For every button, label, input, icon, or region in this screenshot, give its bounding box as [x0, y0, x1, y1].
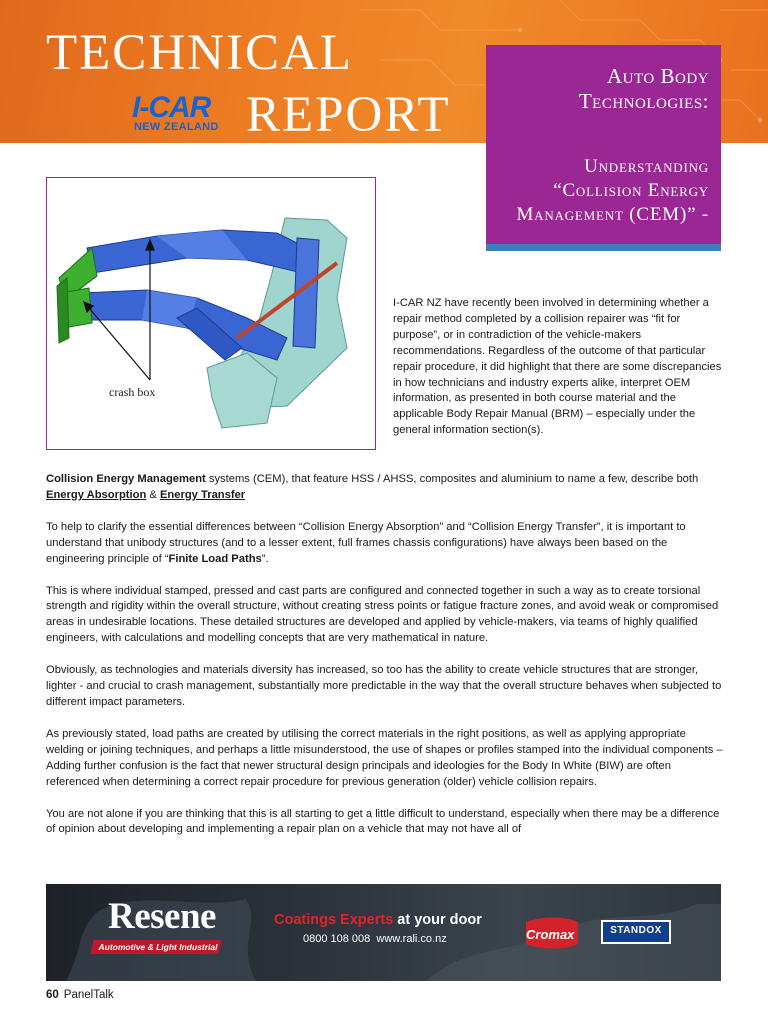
ad-contact: 0800 108 008 www.rali.co.nz [303, 933, 447, 945]
crash-structure-figure [46, 177, 376, 450]
standox-logo: STANDOX [610, 925, 662, 936]
topic-subheading-line3: Management (CEM)” - [516, 204, 709, 225]
paragraph-cem [46, 472, 726, 504]
resene-tagline: Automotive & Light Industrial [98, 942, 218, 952]
load-paths-text: To help to clarify the essential differences between “Collision Energy Absorption” and “Collision Energy Transfer”, it is important to understand that unibody structures (and to a lesser extent, full frames chassis configurations) have always been based on the engineering principle of “ [46, 520, 686, 565]
topic-subheading-line1: Understanding [584, 156, 709, 177]
page-number: 60 [46, 989, 59, 1001]
topic-panel [486, 45, 721, 251]
cem-term: Collision Energy Management [46, 473, 206, 485]
load-paths-end: ”. [261, 552, 269, 565]
topic-subheading [516, 155, 709, 227]
energy-transfer-term: Energy Transfer [159, 488, 246, 501]
title-report: REPORT [246, 87, 451, 143]
icar-logo-mark: I-CAR [132, 91, 211, 124]
cem-text: systems (CEM), that feature HSS / AHSS, composites and aluminium to name a few, describe both [205, 473, 699, 485]
paragraph-structures: This is where individual stamped, pressed and cast parts are configured and connected together in such a way as to create torsional strength and rigidity within the overall structure, without creating stress points or fatigue fracture zones, and avoid weak or compromised areas in undesirable locations. These detailed structures are developed and applied by vehicle-makers, via teams of highly qualified engineers, with calculations and modelling concepts that are very mathematical in nature. [46, 584, 719, 645]
topic-heading-line1: Auto Body [607, 64, 709, 88]
energy-absorption-term: Energy Absorption [46, 488, 147, 501]
cromax-logo: Cromax [526, 927, 575, 942]
panel-stripe [486, 244, 721, 251]
ampersand: & [146, 488, 160, 501]
resene-logo: Resene [108, 896, 216, 937]
publication-name: PanelTalk [63, 989, 114, 1001]
paragraph-load-paths [46, 520, 726, 568]
ad-headline [274, 913, 482, 928]
figure-label: crash box [109, 385, 156, 399]
finite-load-paths-term: Finite Load Paths [168, 552, 262, 565]
paragraph-technologies: Obviously, as technologies and materials diversity has increased, so too has the ability to create vehicle structures that are stronger, lighter - and crucial to crash management, substantially more predictable in the way that the overall structure behaves when subjected to different impact parameters. [46, 664, 722, 708]
paragraph-difficulty: You are not alone if you are thinking that this is all starting to get a little difficult to understand, especially when there may be a difference of opinion about developing and implementing a repair plan on a vehicle that may not have all of [46, 807, 720, 836]
article-body [46, 472, 726, 854]
ad-headline-white: at your door [393, 912, 482, 928]
title-technical: TECHNICAL [46, 25, 353, 81]
ad-headline-red: Coatings Experts [274, 912, 394, 928]
topic-heading [579, 64, 709, 114]
paragraph-materials: As previously stated, load paths are created by utilising the correct materials in the right positions, as well as applying appropriate welding or joining techniques, and perhaps a little misunderstood, the use of shapes or profiles stamped into the individual components – Adding further confusion is the fact that newer structural design principals and ideologies for the Body In White (BIW) are often referenced when determining a correct repair procedure for previous generation (older) vehicle collision repairs. [46, 727, 723, 788]
intro-paragraph: I-CAR NZ have recently been involved in determining whether a repair method completed by a collision repairer was “fit for purpose”, or in contradiction of the vehicle-makers recommendations. Regardless of the outcome of that particular repair procedure, it did highlight that there are some discrepancies in how technicians and industry experts alike, interpret OEM information, as presented in both course material and the applicable Body Repair Manual (BRM) – especially under the general information section(s). [393, 297, 722, 437]
page-footer [46, 989, 114, 1001]
icar-logo [132, 93, 232, 137]
icar-logo-region: NEW ZEALAND [134, 121, 219, 133]
resene-advert[interactable] [46, 884, 721, 981]
topic-heading-line2: Technologies: [578, 89, 709, 113]
topic-subheading-line2: “Collision Energy [553, 180, 709, 201]
vehicle-frame-illustration [47, 178, 377, 451]
